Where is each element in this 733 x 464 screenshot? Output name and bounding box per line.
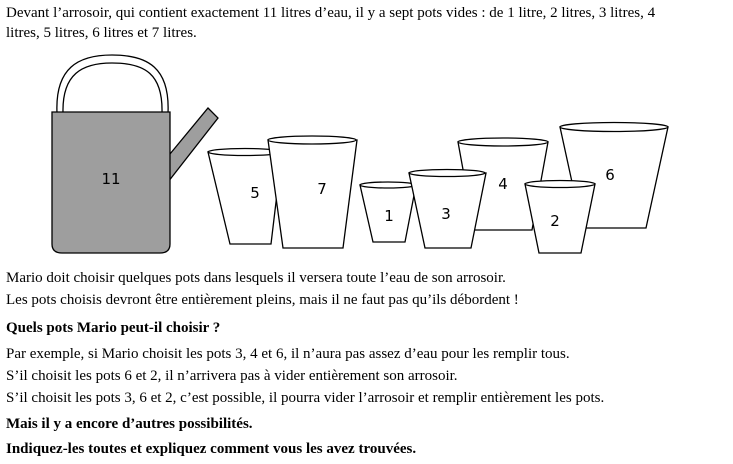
pot-2 xyxy=(525,181,595,254)
intro-text: Devant l’arrosoir, qui contient exactement 11 litres d’eau, il y a sept pots vides : de 1 litre, 2 litres, 3 litres, 4 litres, 5 litres, 6 litres et 7 litres. xyxy=(6,5,656,41)
pot-4-label: 4 xyxy=(498,175,508,193)
pot-7-label: 7 xyxy=(317,180,327,198)
watering-can-spout xyxy=(165,108,218,182)
pot-7 xyxy=(268,136,357,248)
watering-can xyxy=(52,55,218,253)
example-line-1: Par exemple, si Mario choisit les pots 3, 4 et 6, il n’aura pas assez d’eau pour les remplir tous. xyxy=(6,346,570,362)
example-line-2: S’il choisit les pots 6 et 2, il n’arrivera pas à vider entièrement son arrosoir. xyxy=(6,368,458,384)
pot-2-label: 2 xyxy=(550,212,560,230)
pots-illustration xyxy=(0,50,733,265)
pot-6-label: 6 xyxy=(605,166,615,184)
instruction-line-2: Les pots choisis devront être entièrement pleins, mais il ne faut pas qu’ils débordent ! xyxy=(6,292,519,308)
pot-1 xyxy=(360,182,416,242)
instruction-line-1: Mario doit choisir quelques pots dans lesquels il versera toute l’eau de son arrosoir. xyxy=(6,270,506,286)
pot-3-label: 3 xyxy=(441,205,451,223)
watering-can-label: 11 xyxy=(101,170,121,188)
watering-can-handle xyxy=(57,55,168,113)
pot-5-label: 5 xyxy=(250,184,260,202)
task-instruction: Indiquez-les toutes et expliquez comment vous les avez trouvées. xyxy=(6,441,417,457)
example-line-3: S’il choisit les pots 3, 6 et 2, c’est possible, il pourra vider l’arrosoir et remplir entièrement les pots. xyxy=(6,390,605,406)
pot-1-label: 1 xyxy=(384,207,394,225)
question-heading: Quels pots Mario peut-il choisir ? xyxy=(6,320,221,336)
pot-3 xyxy=(409,170,486,249)
more-possibilities: Mais il y a encore d’autres possibilités. xyxy=(6,416,253,432)
